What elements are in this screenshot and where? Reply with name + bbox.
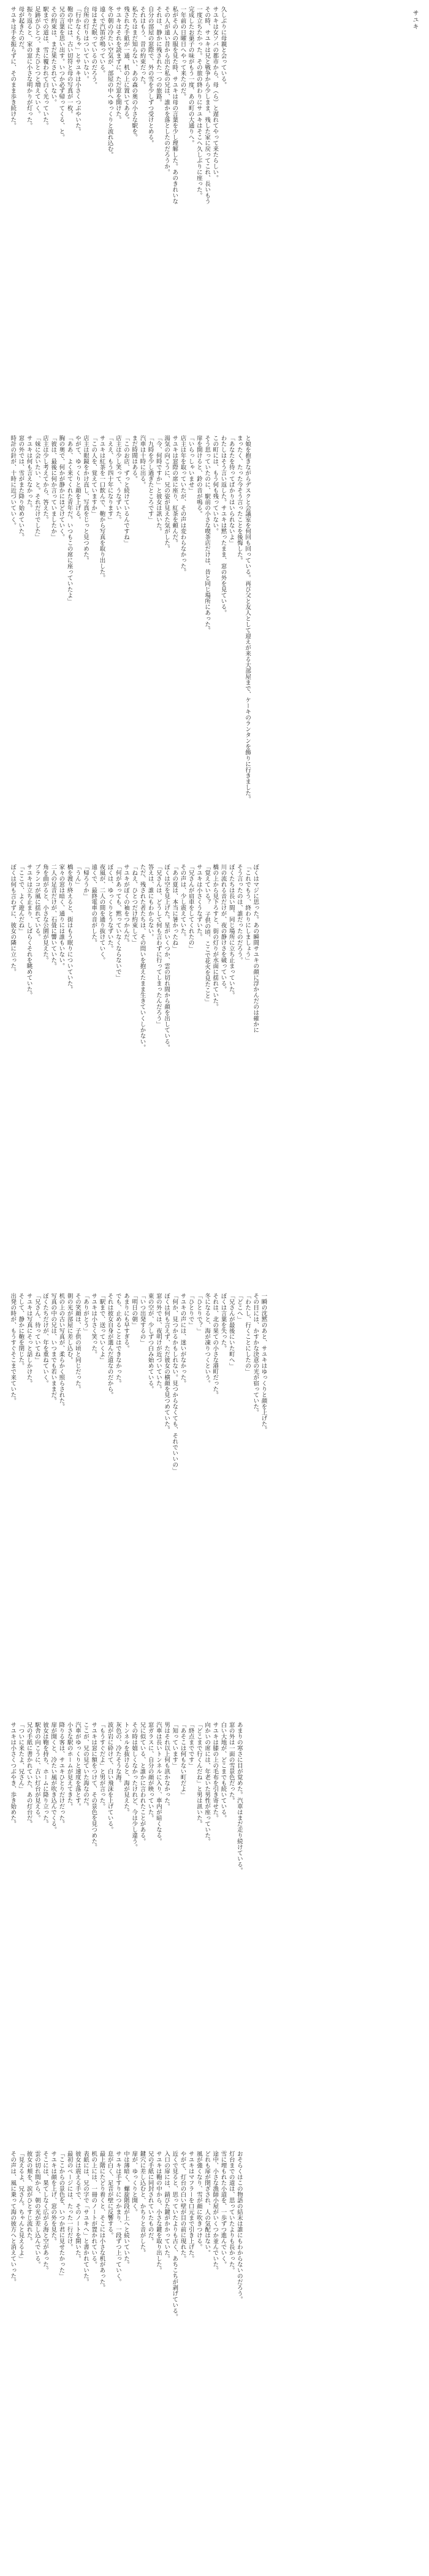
text-band-3 [0,858,429,1287]
text-band-5 [0,1716,429,2145]
title-area [410,10,419,30]
text-band-2 [0,429,429,858]
document-title: サユキ [411,10,418,30]
body-text-5: あまりの寒さに目が覚めた。汽車はまだ走り続けている。 窓の外は一面の雪景色だった。 白い大地が、どこまでも続いている。 サユキは膝の上の毛布を引き寄せた。 向かいの席には、年老いた男性が座っていた。 「どこまで行くんだね」と男は訊いた。 「終点までです」 「あそこは何もない町だよ」 「知っています」 男はそれ以上何も訊かなかった。 汽車は長いトンネルに入り、車内が暗くなる。 窓ガラスに、自分の顔が映っていた。 兄に似ている、と誰かに言われたことがある。 その時は嬉しくなかったけれど、今は少し違う。 トンネルを抜けると、海が見えた。 灰色の、冷たそうな海。 波が岩に砕けて、白い飛沫を上げている。 「もうすぐだよ」と男が言った。 サユキは窓に額をつけて、その景色を見つめた。 ここが、兄の見ていた海なのだ。 汽車がゆっくりと速度を落とす。 小さな駅のホームが見えてきた。 降りる客は、サユキひとりだけだった。 扉が開くと、冷たい風が吹き込んでくる。 彼女は鞄を持ち、ホームに降り立った。 駅舎の向こうに、古い灯台が見える。 兄の手紙に書かれていた、あの灯台だ。 「ついに来たよ、兄さん」 サユキは小さくつぶやき、歩き始めた。 [9,1722,243,1873]
body-text-1: 久しぶりに母親と会っている。 サユキは女ソバの都市から、母（ら）と遅れてやって来たらしい。 その時、サユキは兄と戦争から少しまま、残した家に戻ってこれ、長いもう 一度立ちたかった。その旅の終わりにサユキはそこへ久しぶりに座った。 完成したお菓子の味がもう一度、あの町の大通りへ。 一年前の日曜日へやって来たのだ。 私がその人の服を見た時、サユキは母の言葉を少し理解した。あのきれいな その人が遠い昔から出た私の兄は、誰かを落としたのだろうか。 それは、静かに残された一つの旅路。 自分の部屋の窓際で、外の雪を少しずつ受けとめる。 それはもう、昔の約束だった。 私たちはまだ知らない、あの森の奥の小さな駅を。 残された手紙が一通、机の上に置いてある。 サユキはそれを読まずに、ただ窓を開けた。 冬の朝の冷たい空気が、部屋の中へゆっくりと流れ込む。 遠くで汽笛が鳴っている。 母はまだ眠っているのだろう。 台所の灯りはついていない。 「行かなくちゃ」とサユキは小さくつぶやいた。 鞄の中には、古い切符と母の写真が一枚。 兄の言葉を思い出す。いつか必ず帰ってくる、と。 その約束は、まだ果たされていない。 駅までの道は、雪に覆われて白く光っていた。 足跡がひとつ、またひとつと増えていく。 振り返ると、家の窓に小さな明かりが灯った。 母が起きたのだ。 サユキは手を振らずに、そのまま歩き続けた。 [9,6,227,204]
text-band-1 [0,0,429,429]
body-text-2: と娘を抱きながらデスクと会議室を何回も回っている。再び父と友人として迎えが来る大部屋まで、ケーキのランタンを飾りに行きました。 まったく、たった今そう言ったことを後悔した。 「あなたを待ってばかりはいられないよ」 わたしはそう言い返した。サユキは黙ったまま、窓の外を見ている。 この町には、もう何も残っていない。 そう思っていたのに、駅前の小さな喫茶店だけは、昔と同じ場所にあった。 扉を開けると、鈴の音が鳴る。 「いらっしゃいませ」 店主は年を取っていたが、その声は変わらなかった。 サユキは窓際の席に座り、紅茶を頼んだ。 湯気の向こうに、兄の姿が見えた気がした。 「今、何時ですか」と彼女は訊いた。 「九時を少し過ぎたところです」 汽車は十時に出る。 まだ時間はある。 「このお店、ずっと続けているんですね」 店主は少し笑って、うなずいた。 「ええ、もう四十年になります」 サユキは紅茶を一口飲んで、鞄から写真を取り出した。 「この人を、覚えていますか」 店主は眼鏡をかけ直し、写真をじっと見つめた。 やがて、ゆっくりと顔を上げる。 「ああ、よく来てくれた青年だ。いつもこの席に座っていたよ」 胸の奥で、何かが静かにほどけていく。 「彼は、最後に何か言っていましたか」 店主は少し考えてから、答えた。 「妹に会いたい、と。それだけでした」 サユキは何も言えなかった。 窓の外では、雪がまた降り始めていた。 時計の針が、十時に近づいていく。 [9,435,251,802]
body-text-3: ぼくはマジに思った。あの瞬間サユキの顔に浮かんだのは確かに 「これでもう、終わりにしましょう」 そう言ったのは、誰だったのだろう。 ぼくたちは長い間、同じ場所に立ち止まっていた。 川の流れる音だけが、夜の静けさを破っている。 橋の上から見下ろすと、街の灯りが水面に揺れていた。 「覚えている？ 子供の頃、ここで花火を見たこと」 サユキは小さくうなずいた。 「兄さんが肩車をしてくれたの」 その声は、少し震えていた。 「あの夏は、本当に暑かったね」 ぼくは空を見上げた。星がいくつか、雲の切れ間から顔を出している。 「兄さんは、どうして何も言わずに行ってしまったんだろう」 答えは、誰にもわからない。 ただ、残された者たちは、その問いを抱えたまま生きていくしかない。 「ねえ、ひとつだけ約束して」 サユキがぼくの袖をつかんだ。 「何があっても、黙っていなくならないで」 ぼくは、ゆっくりとうなずいた。 夜風が、二人の間を通り抜けていく。 遠くで、最終電車の音がした。 「帰ろうか」 「うん」 橋を渡り終えると、街はもう眠りについていた。 家々の窓は暗く、通りには誰もいない。 二人の足音だけが、石畳に響いていた。 角を曲がると、小さな公園が見えた。 ブランコが風に揺れている。 サユキは立ち止まり、しばらくそれを眺めていた。 「ここで、よく遊んだね」 ぼくは何も言わずに、彼女の隣に立った。 [9,864,259,1050]
body-text-6: おそらくはこの物語の結末は誰にもわからないのだろう。 灯台までの道は、思っていたよりも長かった。 雪に埋もれた小道を、一歩ずつ進んでいく。 途中、小さな漁師小屋がいくつか並んでいた。 どれも扉が閉ざされ、人の気配はない。 風が強くなり、雪が顔に吹きつける。 サユキはマフラーを口元まで引き上げた。 やがて、灯台の白い壁が目の前に現れた。 近くで見ると、思っていたよりも古く、あちこちが剥げている。 入口の扉には、錆びた鍵がかかっていた。 サユキは鞄の中から、小さな鍵を取り出した。 兄の手紙に同封されていたものだ。 鍵穴に差し込むと、かちりと音がした。 扉が、ゆっくりと開く。 中は薄暗く、螺旋階段が上へと続いていた。 サユキは手すりにつかまり、一段ずつ上っていく。 息が白く、足音が壁に反響する。 最上階にたどり着くと、そこには小さな机があった。 机の上には、一冊のノートが置かれている。 表紙には、兄の字で「サユキへ」と書かれていた。 彼女は震える手で、そのノートを開いた。 最初のページには、たった一行だけ。 「ここからの景色を、いつか君に見せたかった」 サユキは顔を上げ、窓の外を見た。 そこには、果てしなく広がる海と空があった。 雲の切れ間から、朝の光が差し込んでいる。 彼女の頬を、涙がひとすじ流れた。 「見えるよ、兄さん。ちゃんと見えるよ」 その声は、風に乗って海の彼方へと消えていった。 [9,2151,243,2320]
text-band-4 [0,1287,429,1716]
text-band-6 [0,2145,429,2576]
body-text-4: 一瞬の沈黙のあと、サユキはゆっくりと顔を上げた。 その目には、かすかな決意の光が宿っていた。 「わたし、行くことにしたの」 「どこへ」 「兄さんが最後にいた町へ」 ぼくは言葉を失った。 それは、北の果ての小さな港町だった。 冬になると、海が凍りつくという。 「ひとりで？」 「ひとりで」 サユキの声には、迷いがなかった。 「何か、見つかるかもしれない。見つからなくても、それでいいの」 ぼくは何も言えず、ただ彼女の横顔を見つめていた。 窓の外では、夜明けが近づいていた。 東の空が、少しずつ白み始めている。 「いつ出発するの」 「明日の朝」 あまりにも早すぎる。 でも、止めることはできなかった。 それは彼女自身が選んだ道なのだから。 「駅まで、送っていくよ」 サユキは小さく笑った。 「ありがとう」 その笑顔は、子供の頃と同じだった。 朝の光が部屋に差し込む。 机の上の古い写真が、柔らかく照らされた。 写真の中の兄は、いつまでも若いままだ。 ぼくたちだけが、年を重ねていく。 「兄さん、待っていてね」 サユキは写真にそっと話しかけた。 そして、静かに鞄を閉じた。 出発の時が、もうすぐそこまで来ていた。 [9,1293,267,1474]
